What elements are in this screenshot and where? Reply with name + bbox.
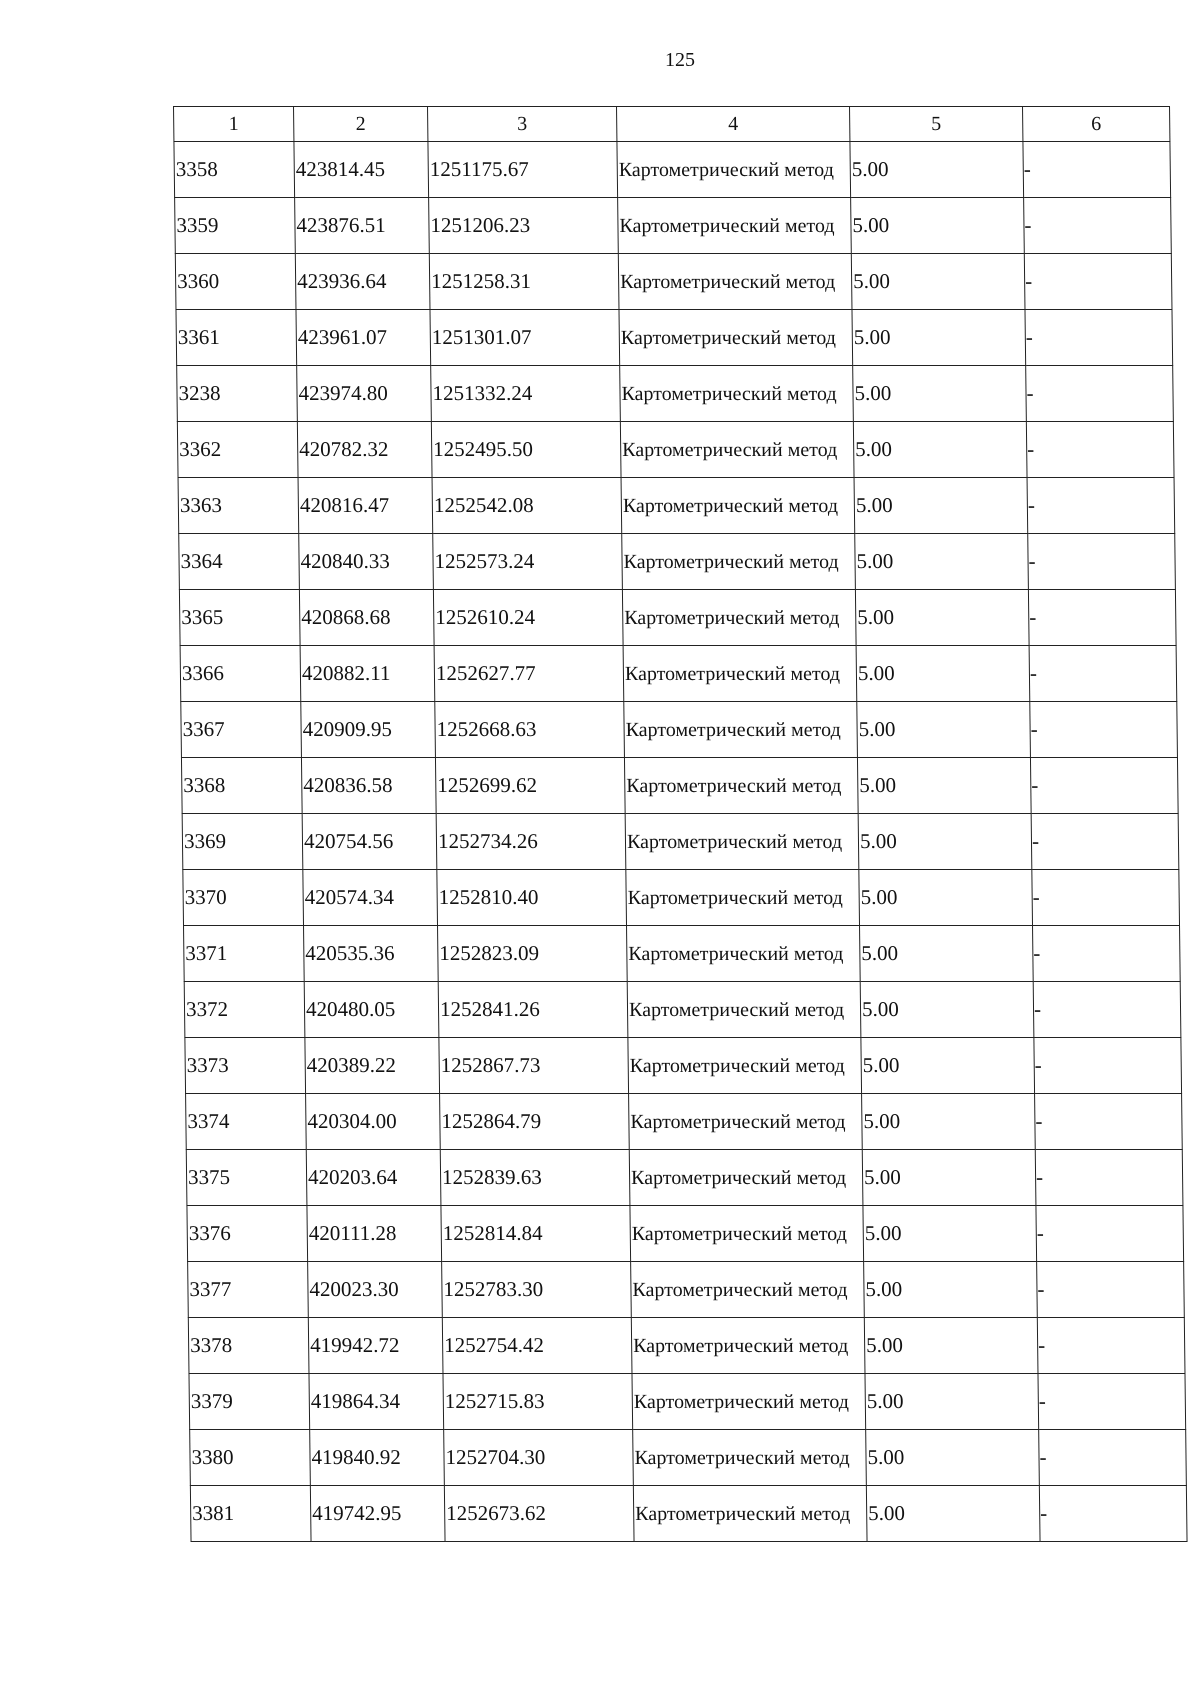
accuracy-cell: 5.00 — [855, 534, 1029, 590]
table-row — [185, 1038, 1182, 1094]
column-header-1: 1 — [174, 107, 294, 142]
y-coordinate-cell: 1252715.83 — [443, 1374, 633, 1430]
method-cell: Картометрический метод — [627, 982, 861, 1038]
note-cell: - — [1037, 1318, 1185, 1374]
x-coordinate-cell: 420304.00 — [306, 1094, 441, 1150]
accuracy-cell: 5.00 — [860, 982, 1034, 1038]
note-cell: - — [1031, 814, 1179, 870]
y-coordinate-cell: 1252610.24 — [433, 590, 623, 646]
accuracy-cell: 5.00 — [866, 1486, 1040, 1542]
point-number-cell: 3375 — [186, 1150, 307, 1206]
x-coordinate-cell: 420754.56 — [302, 814, 437, 870]
x-coordinate-cell: 423936.64 — [295, 254, 430, 310]
table-row — [174, 142, 1171, 198]
table-row — [180, 646, 1177, 702]
note-cell: - — [1039, 1486, 1187, 1542]
y-coordinate-cell: 1251332.24 — [431, 366, 621, 422]
point-number-cell: 3367 — [181, 702, 302, 758]
point-number-cell: 3362 — [177, 422, 298, 478]
x-coordinate-cell: 423974.80 — [297, 366, 432, 422]
x-coordinate-cell: 423876.51 — [295, 198, 430, 254]
accuracy-cell: 5.00 — [853, 366, 1027, 422]
accuracy-cell: 5.00 — [855, 590, 1029, 646]
point-number-cell: 3365 — [179, 590, 300, 646]
x-coordinate-cell: 420203.64 — [306, 1150, 441, 1206]
accuracy-cell: 5.00 — [861, 1038, 1035, 1094]
table-row — [181, 702, 1178, 758]
accuracy-cell: 5.00 — [853, 422, 1027, 478]
note-cell: - — [1033, 982, 1181, 1038]
point-number-cell: 3361 — [176, 310, 297, 366]
point-number-cell: 3238 — [177, 366, 298, 422]
x-coordinate-cell: 420816.47 — [298, 478, 433, 534]
note-cell: - — [1039, 1430, 1187, 1486]
point-number-cell: 3378 — [188, 1318, 309, 1374]
y-coordinate-cell: 1252734.26 — [436, 814, 626, 870]
method-cell: Картометрический метод — [631, 1262, 865, 1318]
page-number: 125 — [665, 49, 695, 71]
y-coordinate-cell: 1252864.79 — [440, 1094, 630, 1150]
note-cell: - — [1035, 1150, 1183, 1206]
method-cell: Картометрический метод — [620, 422, 854, 478]
method-cell: Картометрический метод — [622, 590, 856, 646]
coordinates-table — [173, 106, 1188, 1542]
y-coordinate-cell: 1252573.24 — [433, 534, 623, 590]
table-row — [177, 366, 1174, 422]
method-cell: Картометрический метод — [618, 254, 852, 310]
table-row — [184, 982, 1181, 1038]
x-coordinate-cell: 420882.11 — [300, 646, 435, 702]
method-cell: Картометрический метод — [619, 310, 853, 366]
note-cell: - — [1029, 646, 1177, 702]
y-coordinate-cell: 1252783.30 — [442, 1262, 632, 1318]
point-number-cell: 3380 — [190, 1430, 311, 1486]
note-cell: - — [1038, 1374, 1186, 1430]
table-row — [182, 814, 1179, 870]
accuracy-cell: 5.00 — [851, 254, 1025, 310]
table-row — [184, 926, 1181, 982]
accuracy-cell: 5.00 — [863, 1206, 1037, 1262]
table-row — [179, 590, 1176, 646]
point-number-cell: 3381 — [190, 1486, 311, 1542]
method-cell: Картометрический метод — [626, 870, 860, 926]
point-number-cell: 3359 — [175, 198, 296, 254]
method-cell: Картометрический метод — [624, 758, 858, 814]
x-coordinate-cell: 420111.28 — [307, 1206, 442, 1262]
note-cell: - — [1035, 1094, 1183, 1150]
method-cell: Картометрический метод — [633, 1486, 867, 1542]
table-row — [186, 1150, 1183, 1206]
accuracy-cell: 5.00 — [865, 1374, 1039, 1430]
point-number-cell: 3377 — [188, 1262, 309, 1318]
x-coordinate-cell: 420535.36 — [304, 926, 439, 982]
accuracy-cell: 5.00 — [857, 758, 1031, 814]
method-cell: Картометрический метод — [622, 534, 856, 590]
method-cell: Картометрический метод — [618, 198, 852, 254]
x-coordinate-cell: 423961.07 — [296, 310, 431, 366]
table-row — [181, 758, 1178, 814]
accuracy-cell: 5.00 — [862, 1094, 1036, 1150]
point-number-cell: 3370 — [183, 870, 304, 926]
note-cell: - — [1028, 534, 1176, 590]
y-coordinate-cell: 1252754.42 — [442, 1318, 632, 1374]
table-header-row — [174, 107, 1170, 142]
x-coordinate-cell: 419742.95 — [310, 1486, 445, 1542]
y-coordinate-cell: 1252542.08 — [432, 478, 622, 534]
point-number-cell: 3373 — [185, 1038, 306, 1094]
note-cell: - — [1032, 870, 1180, 926]
point-number-cell: 3379 — [189, 1374, 310, 1430]
point-number-cell: 3368 — [181, 758, 302, 814]
point-number-cell: 3364 — [179, 534, 300, 590]
y-coordinate-cell: 1251301.07 — [430, 310, 620, 366]
x-coordinate-cell: 420868.68 — [299, 590, 434, 646]
table-row — [175, 198, 1172, 254]
y-coordinate-cell: 1252841.26 — [438, 982, 628, 1038]
x-coordinate-cell: 420782.32 — [297, 422, 432, 478]
x-coordinate-cell: 419864.34 — [309, 1374, 444, 1430]
table-body — [174, 142, 1187, 1542]
accuracy-cell: 5.00 — [866, 1430, 1040, 1486]
y-coordinate-cell: 1252823.09 — [438, 926, 628, 982]
x-coordinate-cell: 420836.58 — [301, 758, 436, 814]
y-coordinate-cell: 1251175.67 — [428, 142, 618, 198]
method-cell: Картометрический метод — [624, 702, 858, 758]
x-coordinate-cell: 420023.30 — [308, 1262, 443, 1318]
x-coordinate-cell: 420389.22 — [305, 1038, 440, 1094]
y-coordinate-cell: 1251258.31 — [429, 254, 619, 310]
note-cell: - — [1027, 478, 1175, 534]
y-coordinate-cell: 1252495.50 — [431, 422, 621, 478]
method-cell: Картометрический метод — [621, 478, 855, 534]
y-coordinate-cell: 1252704.30 — [444, 1430, 634, 1486]
y-coordinate-cell: 1252627.77 — [434, 646, 624, 702]
method-cell: Картометрический метод — [630, 1206, 864, 1262]
point-number-cell: 3369 — [182, 814, 303, 870]
column-header-5: 5 — [850, 107, 1023, 142]
point-number-cell: 3374 — [186, 1094, 307, 1150]
note-cell: - — [1026, 366, 1174, 422]
y-coordinate-cell: 1251206.23 — [429, 198, 619, 254]
column-header-6: 6 — [1023, 107, 1170, 142]
table-row — [176, 310, 1173, 366]
note-cell: - — [1034, 1038, 1182, 1094]
method-cell: Картометрический метод — [633, 1430, 867, 1486]
table-row — [190, 1486, 1187, 1542]
point-number-cell: 3371 — [184, 926, 305, 982]
y-coordinate-cell: 1252673.62 — [444, 1486, 634, 1542]
note-cell: - — [1023, 142, 1171, 198]
column-header-3: 3 — [428, 107, 617, 142]
table-row — [186, 1094, 1183, 1150]
point-number-cell: 3363 — [178, 478, 299, 534]
accuracy-cell: 5.00 — [850, 142, 1024, 198]
y-coordinate-cell: 1252699.62 — [435, 758, 625, 814]
x-coordinate-cell: 420574.34 — [303, 870, 438, 926]
method-cell: Картометрический метод — [629, 1094, 863, 1150]
table-row — [179, 534, 1176, 590]
table-row — [177, 422, 1174, 478]
note-cell: - — [1036, 1206, 1184, 1262]
x-coordinate-cell: 420909.95 — [301, 702, 436, 758]
note-cell: - — [1033, 926, 1181, 982]
method-cell: Картометрический метод — [629, 1150, 863, 1206]
method-cell: Картометрический метод — [623, 646, 857, 702]
y-coordinate-cell: 1252839.63 — [440, 1150, 630, 1206]
column-header-2: 2 — [294, 107, 428, 142]
method-cell: Картометрический метод — [627, 926, 861, 982]
note-cell: - — [1026, 422, 1174, 478]
table-row — [183, 870, 1180, 926]
point-number-cell: 3360 — [175, 254, 296, 310]
column-header-4: 4 — [617, 107, 850, 142]
point-number-cell: 3366 — [180, 646, 301, 702]
table-row — [188, 1318, 1185, 1374]
accuracy-cell: 5.00 — [854, 478, 1028, 534]
table-row — [189, 1374, 1186, 1430]
accuracy-cell: 5.00 — [864, 1318, 1038, 1374]
x-coordinate-cell: 419840.92 — [310, 1430, 445, 1486]
x-coordinate-cell: 423814.45 — [294, 142, 429, 198]
point-number-cell: 3376 — [187, 1206, 308, 1262]
accuracy-cell: 5.00 — [858, 814, 1032, 870]
method-cell: Картометрический метод — [628, 1038, 862, 1094]
point-number-cell: 3372 — [184, 982, 305, 1038]
y-coordinate-cell: 1252668.63 — [435, 702, 625, 758]
accuracy-cell: 5.00 — [860, 926, 1034, 982]
accuracy-cell: 5.00 — [856, 646, 1030, 702]
accuracy-cell: 5.00 — [859, 870, 1033, 926]
accuracy-cell: 5.00 — [851, 198, 1025, 254]
accuracy-cell: 5.00 — [852, 310, 1026, 366]
x-coordinate-cell: 419942.72 — [308, 1318, 443, 1374]
table-row — [188, 1262, 1185, 1318]
note-cell: - — [1030, 758, 1178, 814]
method-cell: Картометрический метод — [625, 814, 859, 870]
accuracy-cell: 5.00 — [864, 1262, 1038, 1318]
table-row — [187, 1206, 1184, 1262]
table-row — [190, 1430, 1187, 1486]
point-number-cell: 3358 — [174, 142, 295, 198]
note-cell: - — [1028, 590, 1176, 646]
x-coordinate-cell: 420840.33 — [299, 534, 434, 590]
table-row — [178, 478, 1175, 534]
accuracy-cell: 5.00 — [862, 1150, 1036, 1206]
method-cell: Картометрический метод — [620, 366, 854, 422]
table-row — [175, 254, 1172, 310]
accuracy-cell: 5.00 — [857, 702, 1031, 758]
note-cell: - — [1024, 198, 1172, 254]
method-cell: Картометрический метод — [617, 142, 851, 198]
method-cell: Картометрический метод — [632, 1374, 866, 1430]
note-cell: - — [1037, 1262, 1185, 1318]
x-coordinate-cell: 420480.05 — [304, 982, 439, 1038]
y-coordinate-cell: 1252867.73 — [439, 1038, 629, 1094]
y-coordinate-cell: 1252814.84 — [441, 1206, 631, 1262]
note-cell: - — [1024, 254, 1172, 310]
method-cell: Картометрический метод — [631, 1318, 865, 1374]
note-cell: - — [1025, 310, 1173, 366]
y-coordinate-cell: 1252810.40 — [437, 870, 627, 926]
note-cell: - — [1030, 702, 1178, 758]
